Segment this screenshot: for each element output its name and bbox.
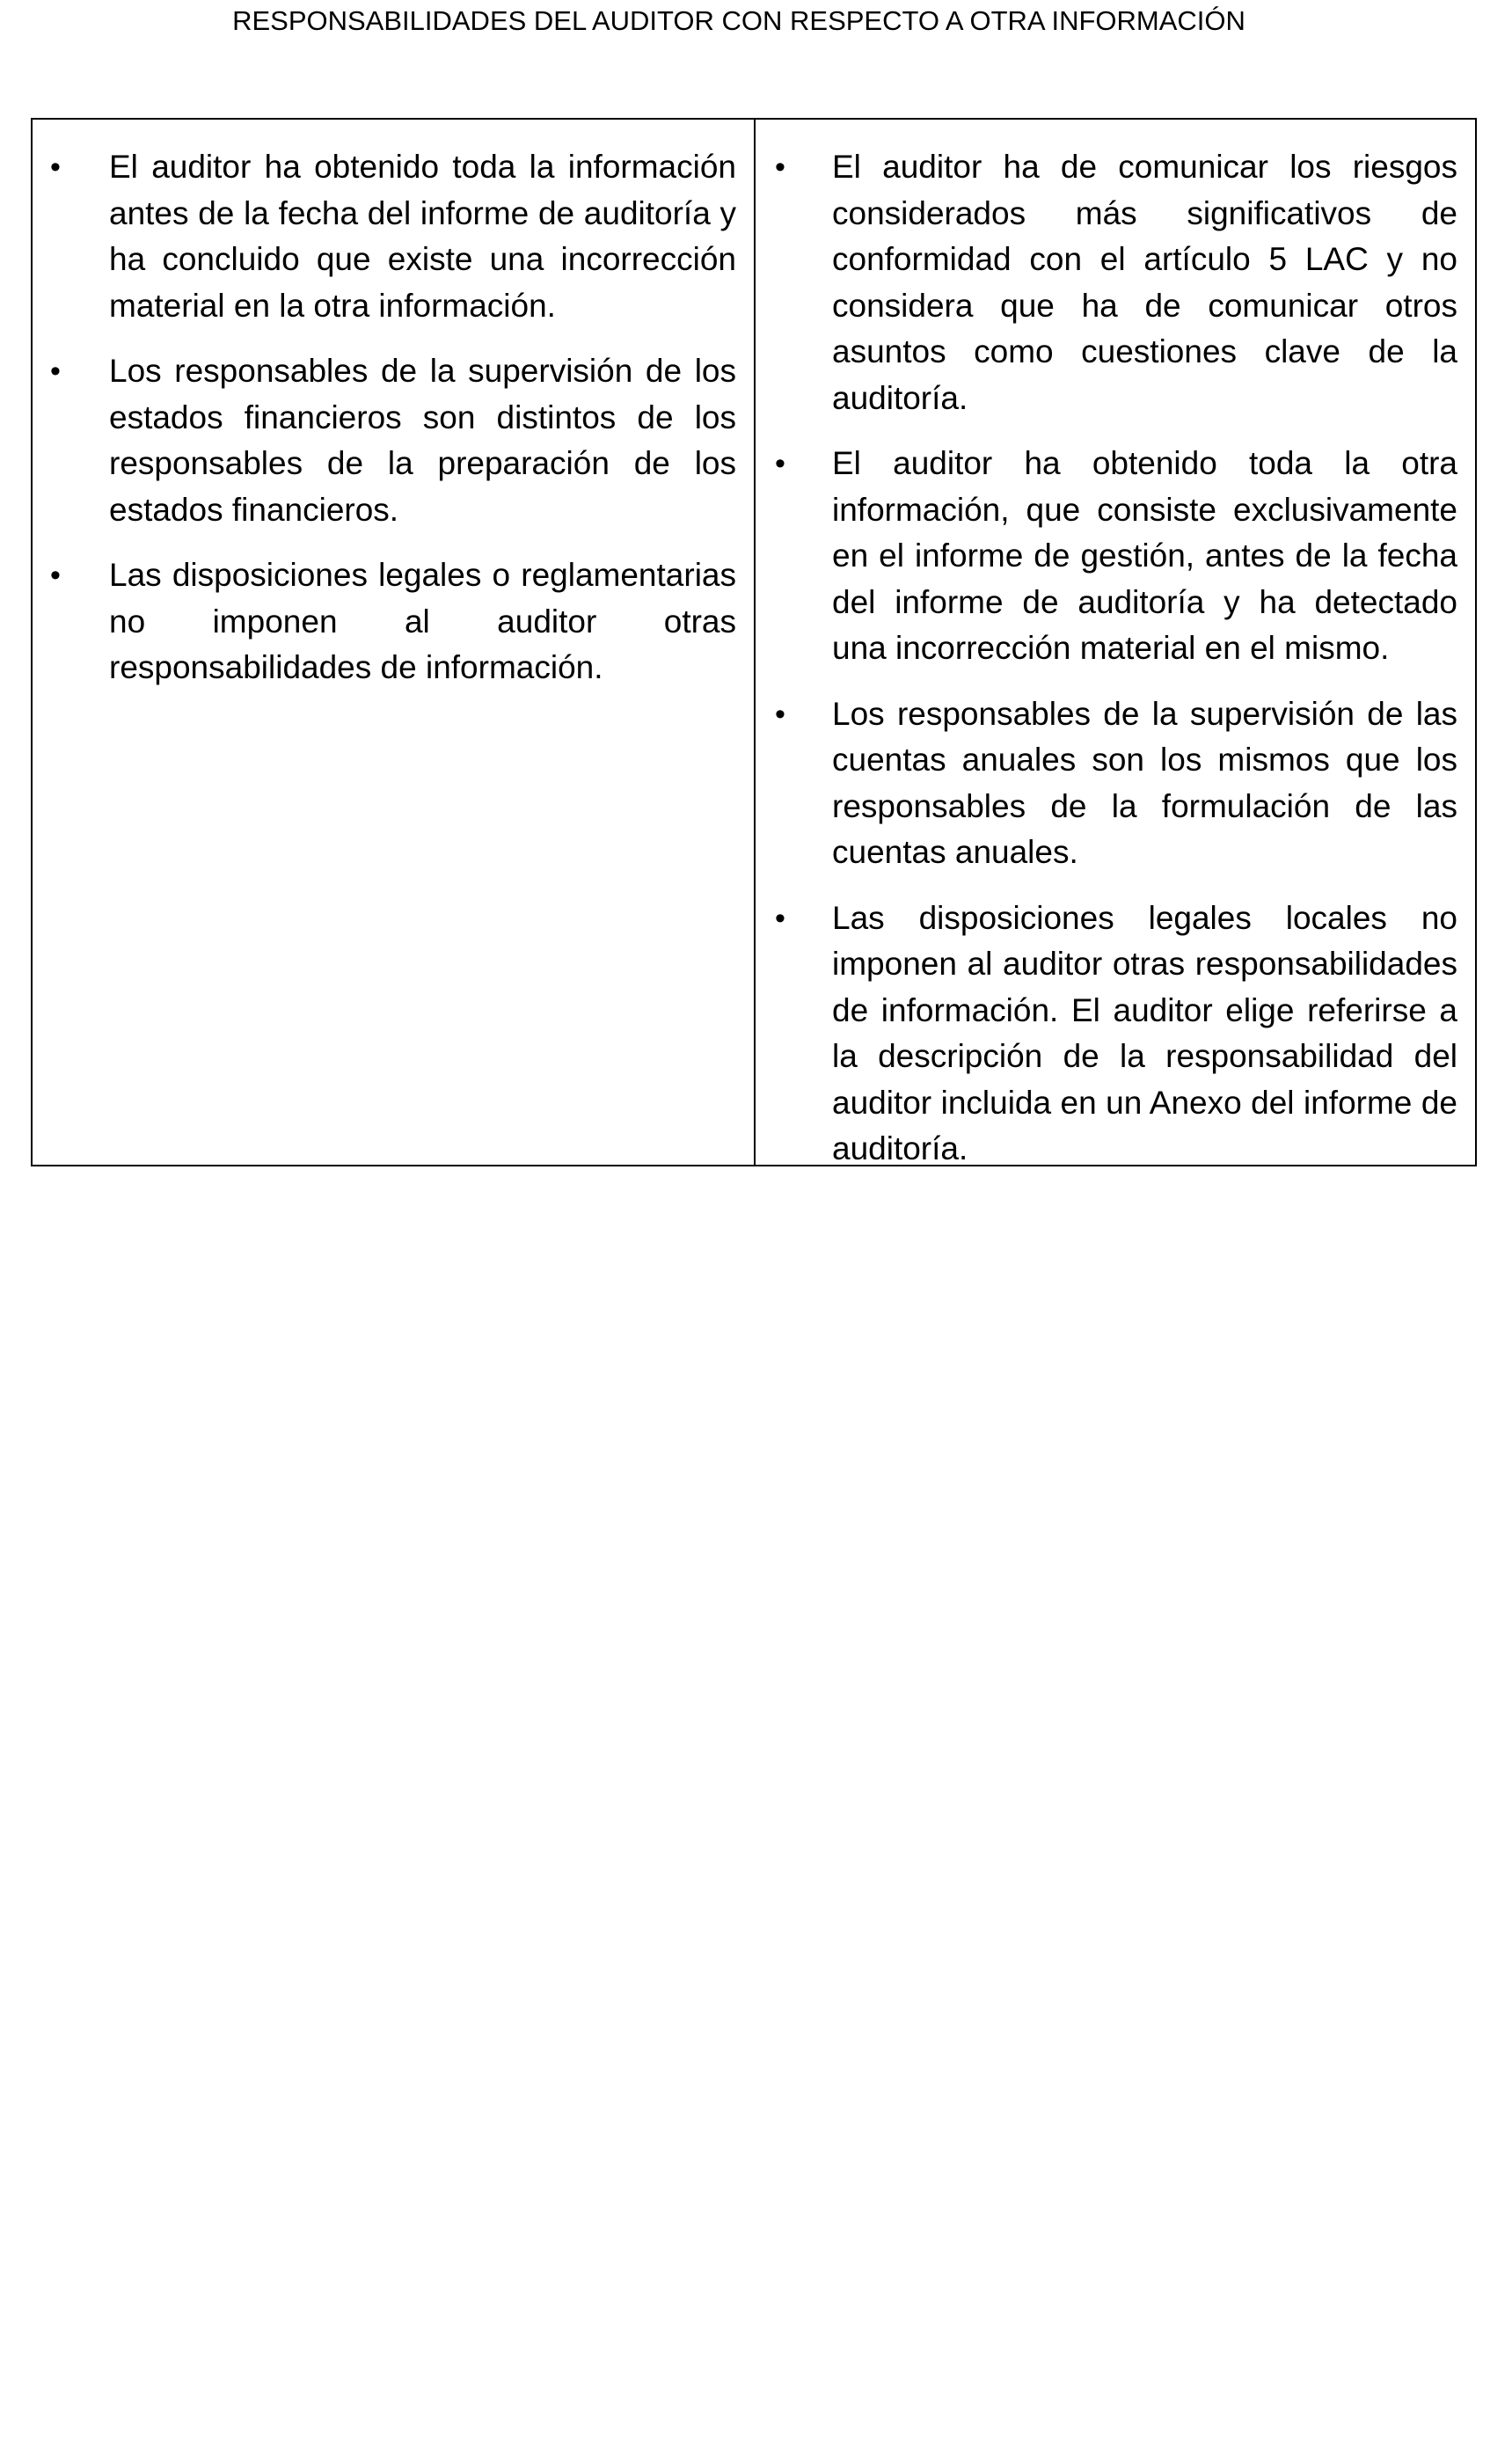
list-item-text: El auditor ha obtenido toda la otra información, que consiste exclusivamente en el informe de gestión, antes de la fecha del informe de auditoría y ha detectado una incorrección material en el mismo. bbox=[832, 445, 1457, 666]
list-item-text: El auditor ha obtenido toda la información antes de la fecha del informe de auditoría y ha concluido que existe una incorrección material en la otra información. bbox=[109, 149, 736, 324]
bullet-icon: • bbox=[775, 150, 785, 184]
bullet-icon: • bbox=[775, 901, 785, 935]
list-item bbox=[33, 144, 736, 329]
bullet-icon: • bbox=[775, 697, 785, 731]
right-column bbox=[756, 120, 1475, 1165]
left-bullet-list bbox=[33, 144, 736, 691]
list-item-text: El auditor ha de comunicar los riesgos considerados más significativos de conformidad con el artículo 5 LAC y no considera que ha de comunicar otros asuntos como cuestiones clave de la auditoría. bbox=[832, 149, 1457, 416]
comparison-table bbox=[31, 118, 1477, 1166]
list-item-text: Las disposiciones legales o reglamentarias no imponen al auditor otras responsabilidades de información. bbox=[109, 557, 736, 685]
page-title: RESPONSABILIDADES DEL AUDITOR CON RESPECTO A OTRA INFORMACIÓN bbox=[232, 5, 1245, 36]
list-item-text: Los responsables de la supervisión de las cuentas anuales son los mismos que los responsables de la formulación de las cuentas anuales. bbox=[832, 695, 1457, 870]
bullet-icon: • bbox=[50, 150, 61, 184]
list-item-text: Las disposiciones legales locales no imponen al auditor otras responsabilidades de información. El auditor elige referirse a la descripción de la responsabilidad del auditor incluida en un Anexo del informe de auditoría. bbox=[832, 899, 1457, 1166]
right-bullet-list bbox=[756, 144, 1457, 1173]
list-item-text: Los responsables de la supervisión de los estados financieros son distintos de los responsables de la preparación de los estados financieros. bbox=[109, 353, 736, 528]
list-item bbox=[33, 552, 736, 691]
list-item bbox=[756, 441, 1457, 672]
left-column bbox=[33, 120, 756, 1165]
list-item bbox=[756, 691, 1457, 876]
list-item bbox=[756, 896, 1457, 1173]
bullet-icon: • bbox=[50, 559, 61, 592]
list-item bbox=[756, 144, 1457, 421]
list-item bbox=[33, 348, 736, 533]
bullet-icon: • bbox=[50, 355, 61, 388]
bullet-icon: • bbox=[775, 447, 785, 480]
